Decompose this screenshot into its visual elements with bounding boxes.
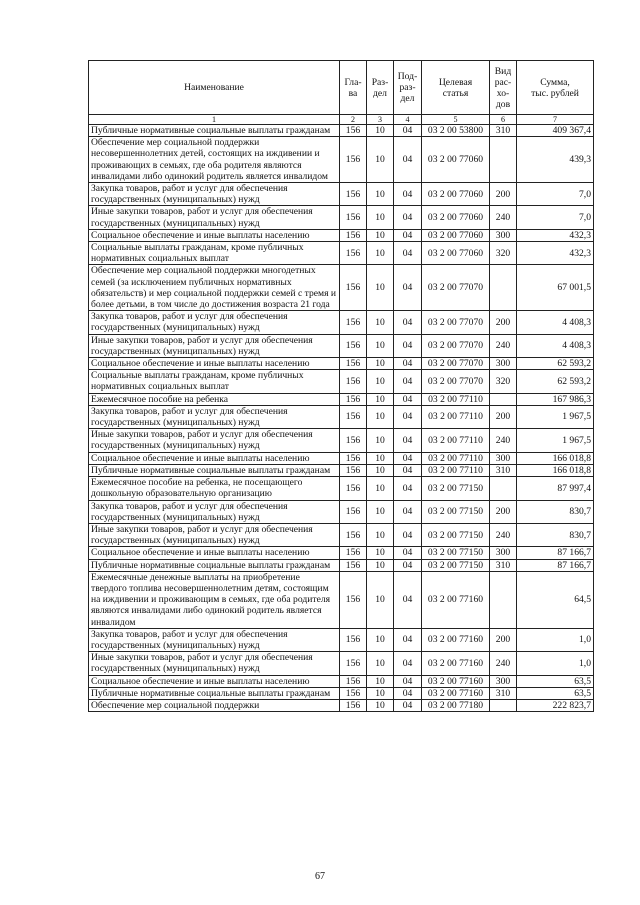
- cell-section: 10: [367, 311, 394, 334]
- cell-subsection: 04: [394, 628, 422, 651]
- cell-name: Закупка товаров, работ и услуг для обеспечения государственных (муниципальных) нужд: [89, 183, 340, 206]
- cell-chapter: 156: [340, 571, 367, 628]
- column-number: 4: [394, 115, 422, 125]
- table-row: [89, 523, 594, 546]
- table-row: [89, 571, 594, 628]
- cell-chapter: 156: [340, 393, 367, 405]
- table-row: [89, 464, 594, 476]
- cell-expense-type: 240: [490, 429, 517, 452]
- table-row: [89, 559, 594, 571]
- cell-chapter: 156: [340, 311, 367, 334]
- cell-sum: 87 166,7: [517, 547, 594, 559]
- table-row: [89, 429, 594, 452]
- cell-sum: 87 997,4: [517, 477, 594, 500]
- cell-target-article: 03 2 00 77060: [422, 137, 490, 183]
- cell-name: Социальное обеспечение и иные выплаты населению: [89, 229, 340, 241]
- cell-chapter: 156: [340, 687, 367, 699]
- cell-target-article: 03 2 00 77150: [422, 559, 490, 571]
- cell-chapter: 156: [340, 206, 367, 229]
- cell-subsection: 04: [394, 242, 422, 265]
- cell-section: 10: [367, 429, 394, 452]
- table-row: [89, 334, 594, 357]
- column-number-row: [89, 115, 594, 125]
- table-row: [89, 393, 594, 405]
- cell-chapter: 156: [340, 265, 367, 311]
- cell-sum: 62 593,2: [517, 370, 594, 393]
- cell-subsection: 04: [394, 464, 422, 476]
- cell-name: Иные закупки товаров, работ и услуг для обеспечения государственных (муниципальных) нужд: [89, 429, 340, 452]
- table-row: [89, 265, 594, 311]
- cell-expense-type: 300: [490, 358, 517, 370]
- cell-expense-type: [490, 571, 517, 628]
- cell-chapter: 156: [340, 358, 367, 370]
- cell-section: 10: [367, 452, 394, 464]
- cell-name: Закупка товаров, работ и услуг для обеспечения государственных (муниципальных) нужд: [89, 500, 340, 523]
- cell-subsection: 04: [394, 559, 422, 571]
- cell-sum: 409 367,4: [517, 125, 594, 137]
- cell-target-article: 03 2 00 77150: [422, 477, 490, 500]
- cell-expense-type: 240: [490, 652, 517, 675]
- cell-name: Публичные нормативные социальные выплаты гражданам: [89, 687, 340, 699]
- budget-table: [88, 60, 594, 712]
- cell-expense-type: 200: [490, 628, 517, 651]
- cell-chapter: 156: [340, 628, 367, 651]
- cell-target-article: 03 2 00 77070: [422, 311, 490, 334]
- table-row: [89, 358, 594, 370]
- cell-subsection: 04: [394, 334, 422, 357]
- cell-target-article: 03 2 00 77160: [422, 571, 490, 628]
- cell-sum: 64,5: [517, 571, 594, 628]
- cell-sum: 63,5: [517, 687, 594, 699]
- cell-subsection: 04: [394, 547, 422, 559]
- cell-chapter: 156: [340, 429, 367, 452]
- cell-target-article: 03 2 00 77160: [422, 675, 490, 687]
- table-row: [89, 477, 594, 500]
- column-number: 3: [367, 115, 394, 125]
- cell-section: 10: [367, 370, 394, 393]
- cell-target-article: 03 2 00 77110: [422, 464, 490, 476]
- cell-target-article: 03 2 00 77110: [422, 393, 490, 405]
- cell-section: 10: [367, 334, 394, 357]
- cell-name: Социальное обеспечение и иные выплаты населению: [89, 452, 340, 464]
- header-expense-type: Вид рас- хо- дов: [490, 61, 517, 115]
- cell-subsection: 04: [394, 477, 422, 500]
- cell-name: Публичные нормативные социальные выплаты гражданам: [89, 125, 340, 137]
- cell-name: Социальные выплаты гражданам, кроме публичных нормативных социальных выплат: [89, 370, 340, 393]
- table-body: [89, 125, 594, 712]
- cell-target-article: 03 2 00 77180: [422, 699, 490, 711]
- cell-name: Закупка товаров, работ и услуг для обеспечения государственных (муниципальных) нужд: [89, 311, 340, 334]
- cell-subsection: 04: [394, 183, 422, 206]
- cell-sum: 1 967,5: [517, 405, 594, 428]
- table-row: [89, 500, 594, 523]
- cell-sum: 7,0: [517, 206, 594, 229]
- cell-name: Публичные нормативные социальные выплаты гражданам: [89, 464, 340, 476]
- cell-sum: 4 408,3: [517, 311, 594, 334]
- cell-sum: 62 593,2: [517, 358, 594, 370]
- cell-sum: 63,5: [517, 675, 594, 687]
- cell-name: Обеспечение мер социальной поддержки многодетных семей (за исключением публичных нормативных обязательств) и мер социальной поддержки семей с тремя и более детьми, в том числе до достижения возраста 21 года: [89, 265, 340, 311]
- cell-subsection: 04: [394, 125, 422, 137]
- column-number: 7: [517, 115, 594, 125]
- cell-chapter: 156: [340, 477, 367, 500]
- table-row: [89, 652, 594, 675]
- table-row: [89, 311, 594, 334]
- cell-target-article: 03 2 00 77110: [422, 452, 490, 464]
- cell-target-article: 03 2 00 77070: [422, 334, 490, 357]
- cell-subsection: 04: [394, 687, 422, 699]
- cell-name: Иные закупки товаров, работ и услуг для обеспечения государственных (муниципальных) нужд: [89, 334, 340, 357]
- cell-section: 10: [367, 547, 394, 559]
- header-section: Раз- дел: [367, 61, 394, 115]
- table-row: [89, 675, 594, 687]
- cell-chapter: 156: [340, 125, 367, 137]
- cell-sum: 67 001,5: [517, 265, 594, 311]
- cell-name: Закупка товаров, работ и услуг для обеспечения государственных (муниципальных) нужд: [89, 628, 340, 651]
- cell-target-article: 03 2 00 77160: [422, 628, 490, 651]
- cell-expense-type: 320: [490, 370, 517, 393]
- cell-chapter: 156: [340, 242, 367, 265]
- cell-sum: 4 408,3: [517, 334, 594, 357]
- cell-chapter: 156: [340, 547, 367, 559]
- column-number: 6: [490, 115, 517, 125]
- header-chapter: Гла- ва: [340, 61, 367, 115]
- cell-section: 10: [367, 358, 394, 370]
- cell-chapter: 156: [340, 559, 367, 571]
- table-row: [89, 370, 594, 393]
- page-number: 67: [315, 871, 325, 882]
- table-row: [89, 229, 594, 241]
- cell-target-article: 03 2 00 77060: [422, 183, 490, 206]
- cell-expense-type: 310: [490, 687, 517, 699]
- cell-chapter: 156: [340, 405, 367, 428]
- cell-subsection: 04: [394, 311, 422, 334]
- cell-expense-type: 320: [490, 242, 517, 265]
- cell-chapter: 156: [340, 652, 367, 675]
- cell-expense-type: [490, 265, 517, 311]
- cell-subsection: 04: [394, 523, 422, 546]
- cell-subsection: 04: [394, 699, 422, 711]
- cell-target-article: 03 2 00 77110: [422, 429, 490, 452]
- cell-section: 10: [367, 393, 394, 405]
- cell-expense-type: [490, 477, 517, 500]
- cell-subsection: 04: [394, 265, 422, 311]
- cell-target-article: 03 2 00 53800: [422, 125, 490, 137]
- table-row: [89, 628, 594, 651]
- header-row: [89, 61, 594, 115]
- cell-expense-type: 310: [490, 125, 517, 137]
- table-row: [89, 125, 594, 137]
- cell-sum: 830,7: [517, 523, 594, 546]
- cell-sum: 1 967,5: [517, 429, 594, 452]
- cell-target-article: 03 2 00 77060: [422, 206, 490, 229]
- cell-subsection: 04: [394, 358, 422, 370]
- cell-name: Иные закупки товаров, работ и услуг для обеспечения государственных (муниципальных) нужд: [89, 523, 340, 546]
- cell-section: 10: [367, 687, 394, 699]
- cell-chapter: 156: [340, 334, 367, 357]
- cell-chapter: 156: [340, 464, 367, 476]
- cell-subsection: 04: [394, 452, 422, 464]
- cell-subsection: 04: [394, 500, 422, 523]
- cell-expense-type: 300: [490, 547, 517, 559]
- cell-expense-type: [490, 699, 517, 711]
- cell-expense-type: 200: [490, 311, 517, 334]
- cell-target-article: 03 2 00 77060: [422, 242, 490, 265]
- cell-chapter: 156: [340, 699, 367, 711]
- cell-sum: 432,3: [517, 242, 594, 265]
- cell-chapter: 156: [340, 229, 367, 241]
- cell-sum: 87 166,7: [517, 559, 594, 571]
- cell-subsection: 04: [394, 137, 422, 183]
- header-target-article: Целевая статья: [422, 61, 490, 115]
- table-row: [89, 242, 594, 265]
- cell-target-article: 03 2 00 77150: [422, 500, 490, 523]
- cell-name: Обеспечение мер социальной поддержки несовершеннолетних детей, состоящих на иждивении и проживающих в семьях, где оба родителя являются инвалидами либо одинокий родитель является инвалидом: [89, 137, 340, 183]
- cell-section: 10: [367, 229, 394, 241]
- cell-expense-type: 200: [490, 405, 517, 428]
- table-row: [89, 206, 594, 229]
- cell-expense-type: 310: [490, 559, 517, 571]
- cell-section: 10: [367, 571, 394, 628]
- column-number: 2: [340, 115, 367, 125]
- cell-section: 10: [367, 675, 394, 687]
- cell-expense-type: 300: [490, 229, 517, 241]
- cell-subsection: 04: [394, 429, 422, 452]
- cell-expense-type: 310: [490, 464, 517, 476]
- cell-expense-type: 200: [490, 183, 517, 206]
- cell-subsection: 04: [394, 229, 422, 241]
- cell-section: 10: [367, 500, 394, 523]
- cell-section: 10: [367, 137, 394, 183]
- cell-target-article: 03 2 00 77160: [422, 687, 490, 699]
- cell-section: 10: [367, 652, 394, 675]
- cell-name: Социальное обеспечение и иные выплаты населению: [89, 675, 340, 687]
- cell-expense-type: [490, 137, 517, 183]
- cell-section: 10: [367, 699, 394, 711]
- cell-expense-type: 240: [490, 523, 517, 546]
- cell-sum: 7,0: [517, 183, 594, 206]
- cell-section: 10: [367, 559, 394, 571]
- cell-subsection: 04: [394, 393, 422, 405]
- cell-section: 10: [367, 464, 394, 476]
- cell-sum: 166 018,8: [517, 464, 594, 476]
- cell-section: 10: [367, 628, 394, 651]
- cell-subsection: 04: [394, 405, 422, 428]
- cell-subsection: 04: [394, 652, 422, 675]
- cell-chapter: 156: [340, 183, 367, 206]
- cell-target-article: 03 2 00 77110: [422, 405, 490, 428]
- cell-chapter: 156: [340, 675, 367, 687]
- cell-section: 10: [367, 405, 394, 428]
- cell-sum: 1,0: [517, 652, 594, 675]
- cell-name: Ежемесячное пособие на ребенка, не посещающего дошкольную образовательную организацию: [89, 477, 340, 500]
- cell-expense-type: [490, 393, 517, 405]
- cell-name: Иные закупки товаров, работ и услуг для обеспечения государственных (муниципальных) нужд: [89, 206, 340, 229]
- cell-sum: 166 018,8: [517, 452, 594, 464]
- cell-chapter: 156: [340, 500, 367, 523]
- cell-name: Публичные нормативные социальные выплаты гражданам: [89, 559, 340, 571]
- cell-target-article: 03 2 00 77070: [422, 358, 490, 370]
- cell-section: 10: [367, 523, 394, 546]
- cell-sum: 432,3: [517, 229, 594, 241]
- cell-target-article: 03 2 00 77060: [422, 229, 490, 241]
- cell-name: Социальное обеспечение и иные выплаты населению: [89, 358, 340, 370]
- cell-subsection: 04: [394, 206, 422, 229]
- cell-target-article: 03 2 00 77160: [422, 652, 490, 675]
- cell-target-article: 03 2 00 77070: [422, 265, 490, 311]
- cell-section: 10: [367, 206, 394, 229]
- table-row: [89, 405, 594, 428]
- cell-section: 10: [367, 477, 394, 500]
- cell-name: Ежемесячные денежные выплаты на приобретение твердого топлива несовершеннолетним детям, состоящим на иждивении и проживающим в семьях, где оба родителя являются инвалидами либо одинокий родитель является инвалидом: [89, 571, 340, 628]
- cell-expense-type: 200: [490, 500, 517, 523]
- table-row: [89, 547, 594, 559]
- header-name: Наименование: [89, 61, 340, 115]
- cell-chapter: 156: [340, 370, 367, 393]
- column-number: 5: [422, 115, 490, 125]
- table-row: [89, 687, 594, 699]
- cell-sum: 439,3: [517, 137, 594, 183]
- cell-sum: 167 986,3: [517, 393, 594, 405]
- cell-chapter: 156: [340, 452, 367, 464]
- cell-name: Ежемесячное пособие на ребенка: [89, 393, 340, 405]
- cell-section: 10: [367, 265, 394, 311]
- cell-subsection: 04: [394, 675, 422, 687]
- cell-expense-type: 240: [490, 334, 517, 357]
- cell-name: Иные закупки товаров, работ и услуг для обеспечения государственных (муниципальных) нужд: [89, 652, 340, 675]
- cell-name: Социальные выплаты гражданам, кроме публичных нормативных социальных выплат: [89, 242, 340, 265]
- cell-expense-type: 300: [490, 452, 517, 464]
- cell-chapter: 156: [340, 137, 367, 183]
- header-sum: Сумма, тыс. рублей: [517, 61, 594, 115]
- cell-expense-type: 240: [490, 206, 517, 229]
- table-row: [89, 452, 594, 464]
- table-row: [89, 699, 594, 711]
- table-row: [89, 137, 594, 183]
- cell-target-article: 03 2 00 77070: [422, 370, 490, 393]
- header-subsection: Под- раз- дел: [394, 61, 422, 115]
- cell-section: 10: [367, 183, 394, 206]
- cell-sum: 1,0: [517, 628, 594, 651]
- column-number: 1: [89, 115, 340, 125]
- cell-expense-type: 300: [490, 675, 517, 687]
- cell-name: Закупка товаров, работ и услуг для обеспечения государственных (муниципальных) нужд: [89, 405, 340, 428]
- cell-name: Социальное обеспечение и иные выплаты населению: [89, 547, 340, 559]
- cell-target-article: 03 2 00 77150: [422, 547, 490, 559]
- cell-section: 10: [367, 242, 394, 265]
- cell-subsection: 04: [394, 571, 422, 628]
- table-row: [89, 183, 594, 206]
- cell-subsection: 04: [394, 370, 422, 393]
- cell-sum: 222 823,7: [517, 699, 594, 711]
- cell-name: Обеспечение мер социальной поддержки: [89, 699, 340, 711]
- cell-chapter: 156: [340, 523, 367, 546]
- cell-target-article: 03 2 00 77150: [422, 523, 490, 546]
- cell-sum: 830,7: [517, 500, 594, 523]
- cell-section: 10: [367, 125, 394, 137]
